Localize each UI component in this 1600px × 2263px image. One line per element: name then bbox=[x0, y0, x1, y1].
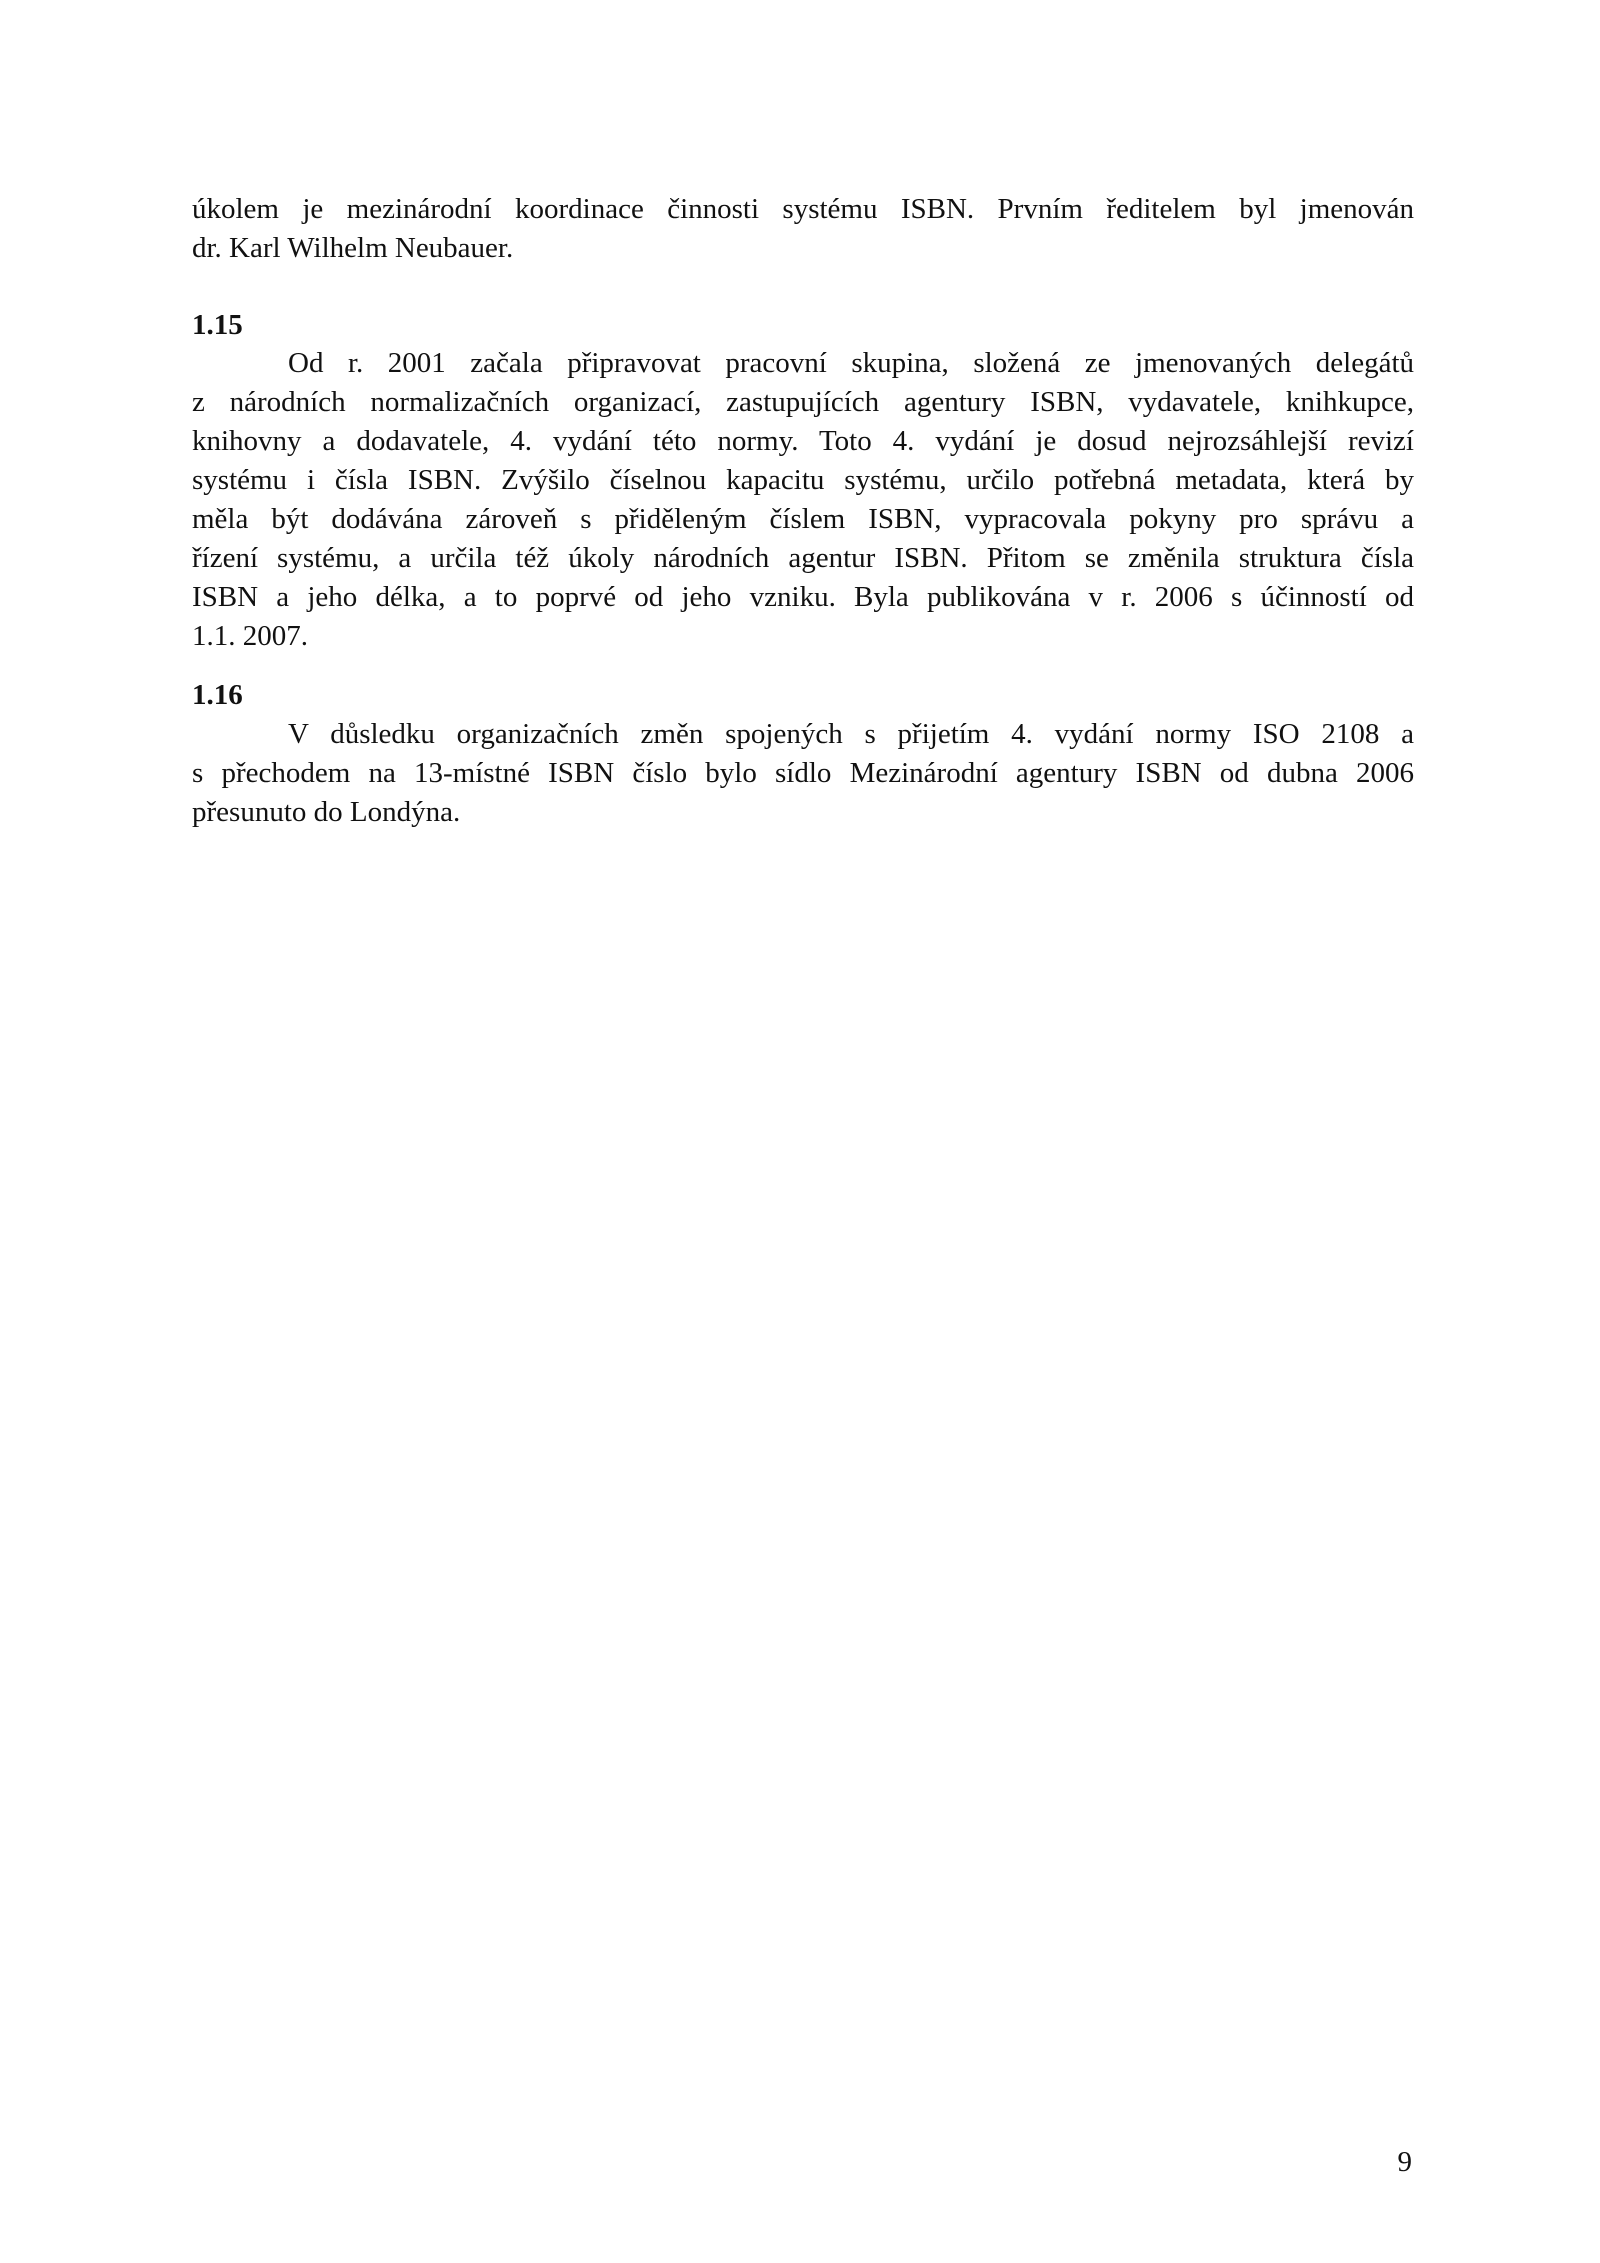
paragraph-line: přesunuto do Londýna. bbox=[192, 796, 461, 828]
paragraph-line: Od r. 2001 začala připravovat pracovní skupina, složená ze jmenovaných delegátů bbox=[288, 347, 1414, 379]
paragraph-line: ISBN a jeho délka, a to poprvé od jeho vzniku. Byla publikována v r. 2006 s účinností od bbox=[192, 581, 1414, 613]
paragraph-line: měla být dodávána zároveň s přiděleným číslem ISBN, vypracovala pokyny pro správu a bbox=[192, 503, 1414, 535]
intro-line: úkolem je mezinárodní koordinace činnosti systému ISBN. Prvním ředitelem byl jmenován bbox=[192, 193, 1414, 225]
paragraph-line: V důsledku organizačních změn spojených s přijetím 4. vydání normy ISO 2108 a bbox=[288, 718, 1414, 750]
paragraph-line: z národních normalizačních organizací, zastupujících agentury ISBN, vydavatele, knihkupce, bbox=[192, 386, 1414, 418]
page-number: 9 bbox=[1397, 2146, 1412, 2178]
paragraph-line: s přechodem na 13-místné ISBN číslo bylo sídlo Mezinárodní agentury ISBN od dubna 2006 bbox=[192, 757, 1414, 789]
section-heading-1-16: 1.16 bbox=[192, 679, 243, 711]
intro-paragraph bbox=[192, 190, 1414, 268]
section-paragraph-1-16 bbox=[192, 715, 1414, 832]
paragraph-line: 1.1. 2007. bbox=[192, 620, 308, 652]
intro-line: dr. Karl Wilhelm Neubauer. bbox=[192, 232, 514, 264]
section-paragraph-1-15 bbox=[192, 344, 1414, 656]
paragraph-line: knihovny a dodavatele, 4. vydání této normy. Toto 4. vydání je dosud nejrozsáhlejší revizí bbox=[192, 425, 1414, 457]
section-heading-1-15: 1.15 bbox=[192, 309, 243, 341]
paragraph-line: systému i čísla ISBN. Zvýšilo číselnou kapacitu systému, určilo potřebná metadata, která by bbox=[192, 464, 1414, 496]
paragraph-line: řízení systému, a určila též úkoly národních agentur ISBN. Přitom se změnila struktura čísla bbox=[192, 542, 1414, 574]
